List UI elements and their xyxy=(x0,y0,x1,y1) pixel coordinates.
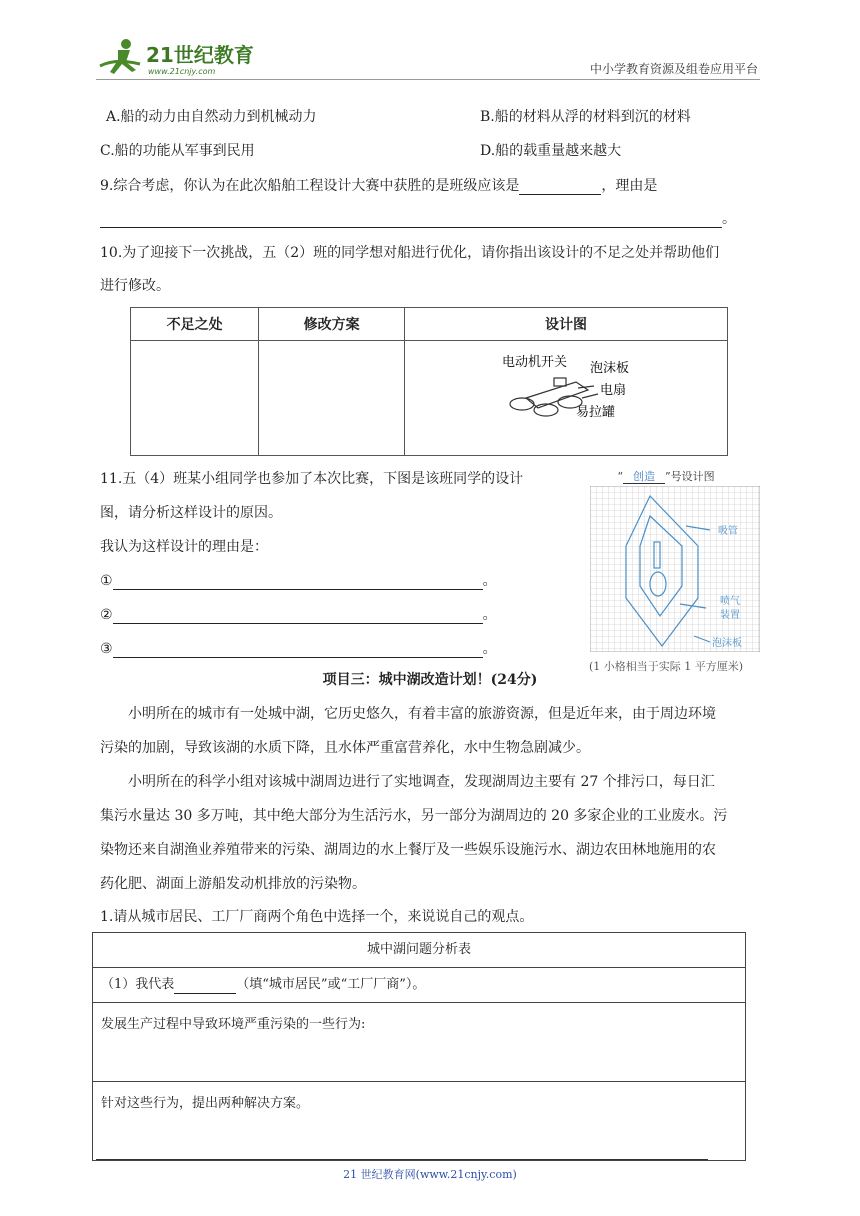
footer-text: 21 世纪教育网(www.21cnjy.com) xyxy=(343,1168,517,1181)
fig-label-pipe: 吸管 xyxy=(718,526,738,537)
q9-reason-line xyxy=(100,208,736,228)
role-blank[interactable] xyxy=(174,977,236,994)
pollution-behaviors-row[interactable]: 发展生产过程中导致环境严重污染的一些行为: xyxy=(93,1003,746,1082)
q11-answer-3[interactable] xyxy=(113,641,483,658)
header-revision: 修改方案 xyxy=(259,308,405,341)
boat-sketch xyxy=(406,342,726,450)
item-marker: ② xyxy=(100,607,113,623)
q10-line1: 10.为了迎接下一次挑战，五（2）班的同学想对船进行优化，请你指出该设计的不足之处并帮助他们 xyxy=(100,245,720,261)
item-marker: ③ xyxy=(100,641,113,657)
revision-cell[interactable] xyxy=(259,341,405,456)
item-end: 。 xyxy=(482,641,497,657)
p2-line1: 小明所在的科学小组对该城中湖周边进行了实地调查，发现湖周边主要有 27 个排污口，每日汇 xyxy=(128,774,715,790)
q11-item-3 xyxy=(100,638,497,658)
item-end: 。 xyxy=(482,607,497,623)
label-switch: 电动机开关 xyxy=(502,355,568,370)
project3-title: 项目三：城中湖改造计划！(24分) xyxy=(322,672,538,688)
option-c: C.船的功能从军事到民用 xyxy=(100,143,255,159)
design-cell xyxy=(405,341,728,456)
shortcoming-cell[interactable] xyxy=(131,341,259,456)
header-shortcoming: 不足之处 xyxy=(131,308,259,341)
p2-line4: 药化肥、湖面上游船发动机排放的污染物。 xyxy=(100,876,366,892)
p2-line3: 染物还来自湖渔业养殖带来的污染、湖周边的水上餐厅及一些娱乐设施污水、湖边农田林地施用的农 xyxy=(100,842,716,858)
p1-line2: 污染的加剧，导致该湖的水质下降，且水体严重富营养化，水中生物急剧减少。 xyxy=(100,740,590,756)
option-b: B.船的材料从浮的材料到沉的材料 xyxy=(480,109,691,125)
role-label: （1）我代表 xyxy=(101,977,175,992)
role-row xyxy=(93,968,746,1003)
q10-table xyxy=(130,307,728,456)
table-title: 城中湖问题分析表 xyxy=(93,933,746,968)
solutions-row[interactable]: 针对这些行为，提出两种解决方案。 xyxy=(93,1082,746,1161)
q10-line2: 进行修改。 xyxy=(100,278,170,294)
q11-line3: 我认为这样设计的理由是： xyxy=(100,539,268,555)
p1-line1: 小明所在的城市有一处城中湖，它历史悠久，有着丰富的旅游资源，但是近年来，由于周边环境 xyxy=(128,706,716,722)
role-hint: （填“城市居民”或“工厂厂商”）。 xyxy=(236,977,426,992)
design-figure xyxy=(566,468,766,676)
q9-answer-blank[interactable] xyxy=(519,178,601,195)
header-divider xyxy=(96,79,760,80)
project3-q1: 1.请从城市居民、工厂厂商两个角色中选择一个，来说说自己的观点。 xyxy=(100,909,534,925)
q11-line1: 11.五（4）班某小组同学也参加了本次比赛，下图是该班同学的设计 xyxy=(100,471,524,487)
label-can: 易拉罐 xyxy=(576,405,616,420)
q9-text: 9.综合考虑，你认为在此次船舶工程设计大赛中获胜的是班级应该是 xyxy=(100,178,520,194)
logo-url: www.21cnjy.com xyxy=(148,67,216,76)
header-platform-text: 中小学教育资源及组卷应用平台 xyxy=(589,62,758,76)
item-end: 。 xyxy=(482,573,497,589)
header-design: 设计图 xyxy=(405,308,728,341)
q9-end: 。 xyxy=(722,211,736,227)
q11-item-2 xyxy=(100,604,497,624)
q9-reason-blank[interactable] xyxy=(100,211,722,228)
fig-label-jet2: 装置 xyxy=(720,610,740,621)
q11-item-1 xyxy=(100,570,497,590)
q9-reason-label: ，理由是 xyxy=(601,178,658,194)
figure-title: “ 创造 ”号设计图 xyxy=(617,470,715,483)
footer-divider xyxy=(96,1159,708,1160)
fig-label-jet1: 喷气 xyxy=(720,596,740,607)
label-fan: 电扇 xyxy=(600,383,627,398)
figure-boat-name: 创造 xyxy=(623,470,665,484)
figure-caption: (1 小格相当于实际 1 平方厘米) xyxy=(588,660,744,673)
option-d: D.船的载重量越来越大 xyxy=(480,143,622,159)
q11-answer-1[interactable] xyxy=(113,573,483,590)
grid-drawing xyxy=(590,486,760,652)
q11-line2: 图，请分析这样设计的原因。 xyxy=(100,505,282,521)
item-marker: ① xyxy=(100,573,113,589)
site-logo xyxy=(96,36,266,78)
p2-line2: 集污水量达 30 多万吨，其中绝大部分为生活污水，另一部分为湖周边的 20 多家企业的工业废水。污 xyxy=(100,808,728,824)
q9-question xyxy=(100,175,657,195)
fig-label-foam: 泡沫板 xyxy=(712,638,742,649)
q11-answer-2[interactable] xyxy=(113,607,483,624)
label-foam: 泡沫板 xyxy=(590,361,630,376)
logo-text: 21世纪教育 xyxy=(146,43,254,67)
option-a: A.船的动力由自然动力到机械动力 xyxy=(106,109,317,125)
lake-analysis-table xyxy=(92,932,746,1161)
